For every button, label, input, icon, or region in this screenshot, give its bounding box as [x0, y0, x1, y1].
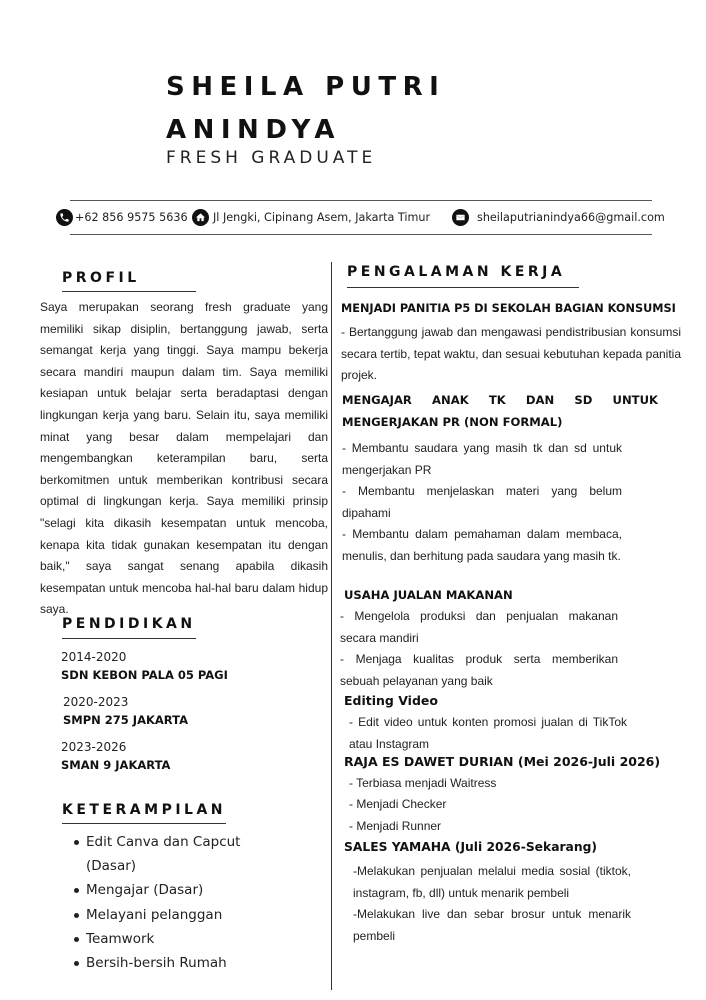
skill-item: Bersih-bersih Rumah — [72, 951, 272, 975]
profil-text: Saya merupakan seorang fresh graduate yang memiliki sikap disiplin, bertanggung jawab, serta semangat kerja yang tinggi. Saya mampu bekerja secara mandiri maupun dalam tim. Saya memiliki kesiapan untuk belajar serta beradaptasi dengan lingkungan kerja yang baru. Selain itu, saya memiliki minat yang besar dalam mempelajari dan mengembangkan keterampilan baru, serta berkomitmen untuk memberikan kontribusi secara optimal di lingkungan kerja. Saya memiliki prinsip "selagi kita dikasih kesempatan untuk mencoba, kenapa kita tidak gunakan kesempatan itu dengan baik," saya sangat senang apabila dikasih kesempatan untuk mencoba hal-hal baru dalam hidup saya. — [40, 300, 328, 617]
education-school: SMPN 275 JAKARTA — [63, 713, 188, 727]
job-desc: - Bertanggung jawab dan mengawasi pendistribusian konsumsi secara tertib, tepat waktu, dan sesuai kebutuhan kepada panitia projek. — [341, 325, 681, 382]
education-school: SDN KEBON PALA 05 PAGI — [61, 668, 228, 682]
divider-bottom — [70, 234, 652, 235]
pengalaman-underline — [347, 287, 579, 288]
education-years: 2020-2023 — [63, 695, 129, 709]
job-desc: - Membantu menjelaskan materi yang belum dipahami — [342, 484, 622, 520]
skill-item: Mengajar (Dasar) — [72, 878, 272, 902]
skill-item: Melayani pelanggan — [72, 903, 272, 927]
contact-phone — [56, 206, 188, 228]
profil-underline — [62, 291, 196, 292]
name-line-1: SHEILA PUTRI — [166, 72, 446, 102]
job-desc: - Terbiasa menjadi Waitress — [349, 776, 497, 790]
education-school: SMAN 9 JAKARTA — [61, 758, 171, 772]
address-text: Jl Jengki, Cipinang Asem, Jakarta Timur — [213, 210, 431, 224]
education-years: 2014-2020 — [61, 650, 127, 664]
education-item — [61, 648, 228, 684]
divider-top — [70, 200, 652, 201]
job-title: Editing Video — [344, 693, 438, 708]
job-desc: - Menjaga kualitas produk serta memberikan sebuah pelayanan yang baik — [340, 652, 618, 688]
email-icon — [452, 209, 469, 226]
skills-list — [72, 830, 272, 975]
job-title: MENGAJAR ANAK TK DAN SD UNTUK MENGERJAKAN PR (NON FORMAL) — [342, 393, 658, 429]
keterampilan-underline — [62, 823, 226, 824]
name-line-2: ANINDYA — [166, 115, 341, 145]
job-desc: - Menjadi Checker — [349, 797, 447, 811]
skill-item: Teamwork — [72, 927, 272, 951]
job-desc: - Membantu saudara yang masih tk dan sd untuk mengerjakan PR — [342, 441, 622, 477]
phone-icon — [56, 209, 73, 226]
contact-address — [192, 206, 430, 228]
email-text: sheilaputrianindya66@gmail.com — [477, 210, 665, 224]
pengalaman-title: PENGALAMAN KERJA — [347, 264, 566, 280]
keterampilan-title: KETERAMPILAN — [62, 802, 227, 818]
job-title: MENJADI PANITIA P5 DI SEKOLAH BAGIAN KONSUMSI — [341, 302, 676, 315]
job-title: RAJA ES DAWET DURIAN (Mei 2026-Juli 2026) — [344, 754, 661, 769]
column-divider — [331, 262, 332, 990]
phone-text: +62 856 9575 5636 — [75, 210, 188, 224]
pendidikan-title: PENDIDIKAN — [62, 616, 196, 632]
job-title: USAHA JUALAN MAKANAN — [344, 588, 513, 602]
pendidikan-underline — [62, 638, 196, 639]
education-item — [63, 693, 188, 729]
education-item — [61, 738, 170, 774]
job-desc: - Edit video untuk konten promosi jualan di TikTok atau Instagram — [349, 715, 627, 751]
education-years: 2023-2026 — [61, 740, 127, 754]
job-desc: - Menjadi Runner — [349, 819, 442, 833]
job-desc: - Mengelola produksi dan penjualan makanan secara mandiri — [340, 609, 618, 645]
job-desc: -Melakukan live dan sebar brosur untuk menarik pembeli — [353, 907, 631, 943]
job-role: FRESH GRADUATE — [166, 148, 377, 168]
skill-item: Edit Canva dan Capcut (Dasar) — [72, 830, 272, 878]
home-icon — [192, 209, 209, 226]
job-title: SALES YAMAHA (Juli 2026-Sekarang) — [344, 840, 598, 854]
contact-email — [452, 206, 665, 228]
profil-title: PROFIL — [62, 270, 140, 286]
job-desc: - Membantu dalam pemahaman dalam membaca, menulis, dan berhitung pada saudara yang masih tk. — [342, 527, 622, 563]
job-desc: -Melakukan penjualan melalui media sosial (tiktok, instagram, fb, dll) untuk menarik pembeli — [353, 864, 631, 900]
